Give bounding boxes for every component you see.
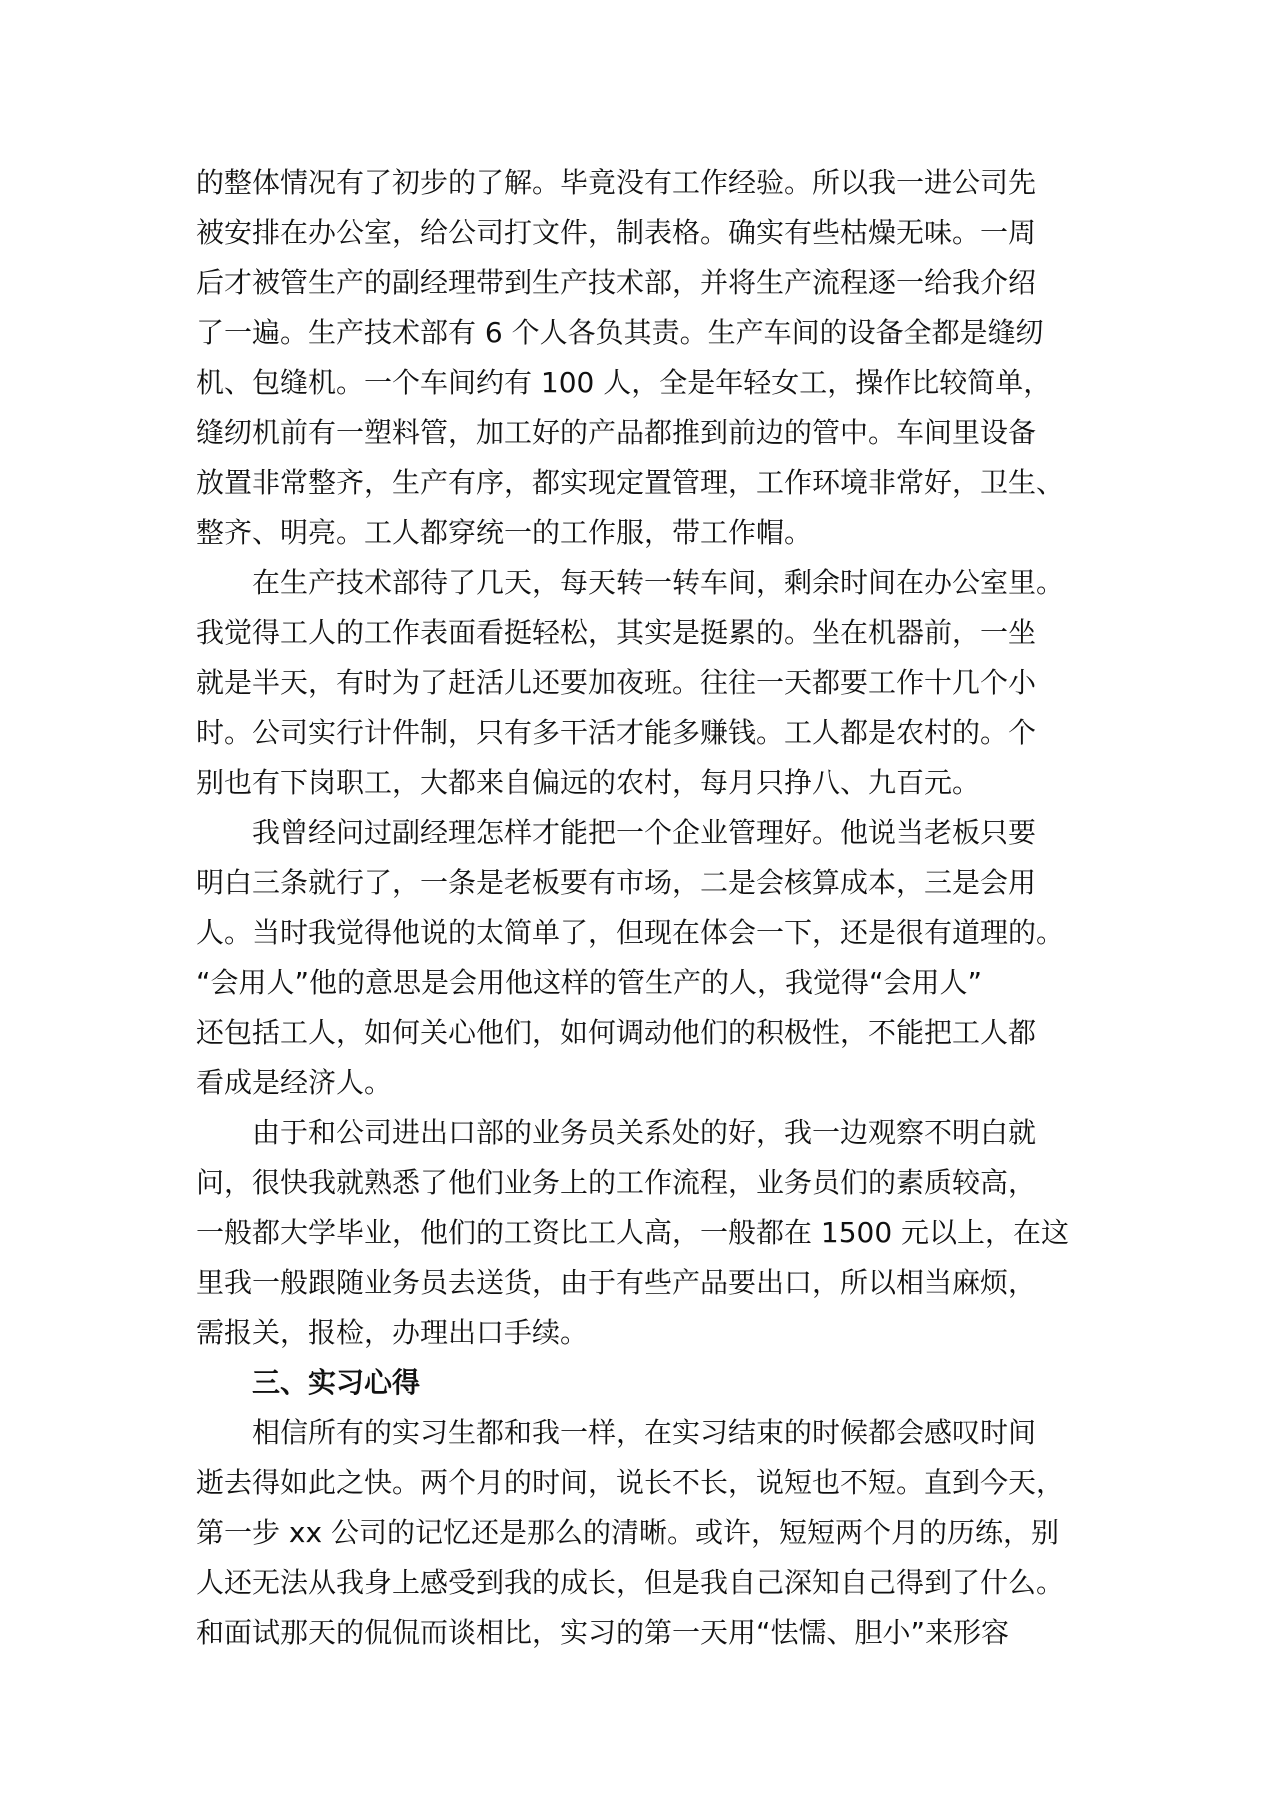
paragraph-5 [196, 1408, 1096, 1658]
text-line: 别也有下岗职工，大都来自偏远的农村，每月只挣八、九百元。 [196, 766, 981, 799]
text-line: 就是半天，有时为了赶活儿还要加夜班。往往一天都要工作十几个小 [196, 666, 1037, 699]
text-line: 人。当时我觉得他说的太简单了，但现在体会一下，还是很有道理的。 [196, 916, 1065, 949]
paragraph-3 [196, 808, 1096, 1108]
text-line: 需报关，报检，办理出口手续。 [196, 1316, 589, 1349]
text-line: 了一遍。生产技术部有 6 个人各负其责。生产车间的设备全都是缝纫 [196, 316, 1044, 349]
paragraph-4 [196, 1108, 1096, 1358]
text-line: 和面试那天的侃侃而谈相比，实习的第一天用“怯懦、胆小”来形容 [196, 1616, 1010, 1649]
text-line: 一般都大学毕业，他们的工资比工人高，一般都在 1500 元以上，在这 [196, 1216, 1070, 1249]
text-line: 问，很快我就熟悉了他们业务上的工作流程，业务员们的素质较高， [196, 1166, 1037, 1199]
text-line: 整齐、明亮。工人都穿统一的工作服，带工作帽。 [196, 516, 813, 549]
text-line: 逝去得如此之快。两个月的时间，说长不长，说短也不短。直到今天， [196, 1466, 1065, 1499]
text-line: 由于和公司进出口部的业务员关系处的好，我一边观察不明白就 [252, 1116, 1037, 1149]
text-line: 的整体情况有了初步的了解。毕竟没有工作经验。所以我一进公司先 [196, 166, 1037, 199]
text-line: 缝纫机前有一塑料管，加工好的产品都推到前边的管中。车间里设备 [196, 416, 1037, 449]
text-line: 相信所有的实习生都和我一样，在实习结束的时候都会感叹时间 [252, 1416, 1037, 1449]
text-line: 被安排在办公室，给公司打文件，制表格。确实有些枯燥无味。一周 [196, 216, 1037, 249]
text-line: 人还无法从我身上感受到我的成长，但是我自己深知自己得到了什么。 [196, 1566, 1065, 1599]
text-line: 机、包缝机。一个车间约有 100 人，全是年轻女工，操作比较简单， [196, 366, 1052, 399]
text-line: 后才被管生产的副经理带到生产技术部，并将生产流程逐一给我介绍 [196, 266, 1037, 299]
text-line: “会用人”他的意思是会用他这样的管生产的人，我觉得“会用人” [196, 966, 983, 999]
section-heading: 三、实习心得 [252, 1366, 421, 1399]
text-line: 还包括工人，如何关心他们，如何调动他们的积极性，不能把工人都 [196, 1016, 1037, 1049]
paragraph-1 [196, 158, 1096, 558]
text-line: 明白三条就行了，一条是老板要有市场，二是会核算成本，三是会用 [196, 866, 1037, 899]
text-line: 看成是经济人。 [196, 1066, 393, 1099]
text-line: 放置非常整齐，生产有序，都实现定置管理，工作环境非常好，卫生、 [196, 466, 1065, 499]
text-line: 时。公司实行计件制，只有多干活才能多赚钱。工人都是农村的。个 [196, 716, 1037, 749]
text-line: 我觉得工人的工作表面看挺轻松，其实是挺累的。坐在机器前，一坐 [196, 616, 1037, 649]
text-line: 第一步 xx 公司的记忆还是那么的清晰。或许，短短两个月的历练，别 [196, 1516, 1059, 1549]
text-line: 我曾经问过副经理怎样才能把一个企业管理好。他说当老板只要 [252, 816, 1037, 849]
text-line: 在生产技术部待了几天，每天转一转车间，剩余时间在办公室里。 [252, 566, 1065, 599]
paragraph-2 [196, 558, 1096, 808]
document-body [196, 158, 1096, 1658]
text-line: 里我一般跟随业务员去送货，由于有些产品要出口，所以相当麻烦， [196, 1266, 1037, 1299]
